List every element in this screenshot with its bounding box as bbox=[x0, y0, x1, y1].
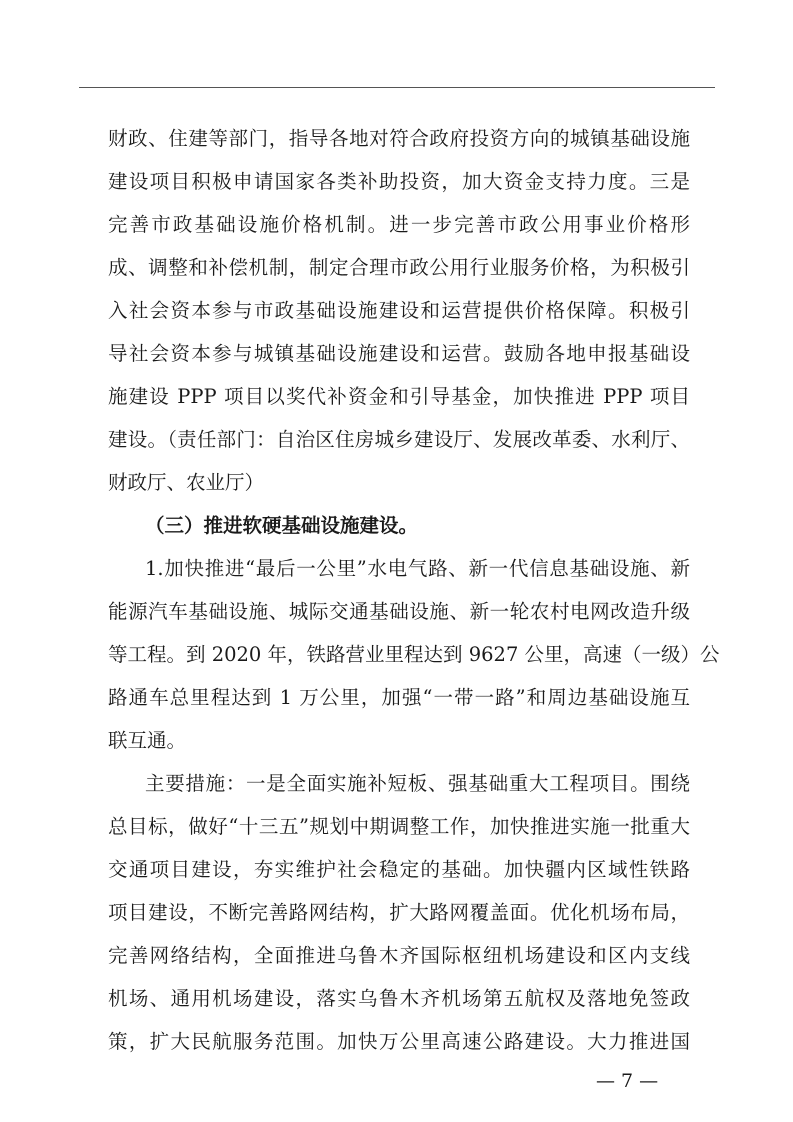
text-line: 入社会资本参与市政基础设施建设和运营提供价格保障。积极引 bbox=[108, 299, 690, 322]
text-line: 完善市政基础设施价格机制。进一步完善市政公用事业价格形 bbox=[108, 213, 690, 236]
page-number: — 7 — bbox=[596, 1070, 659, 1092]
section-heading: （三）推进软硬基础设施建设。 bbox=[145, 514, 419, 537]
text-line: 导社会资本参与城镇基础设施建设和运营。鼓励各地申报基础设 bbox=[108, 342, 690, 365]
text-line: 建设项目积极申请国家各类补助投资，加大资金支持力度。三是 bbox=[108, 170, 690, 193]
header-rule bbox=[79, 87, 715, 88]
text-line: 完善网络结构，全面推进乌鲁木齐国际枢纽机场建设和区内支线 bbox=[108, 944, 690, 967]
text-line: 能源汽车基础设施、城际交通基础设施、新一轮农村电网改造升级 bbox=[108, 600, 690, 623]
text-line: 策，扩大民航服务范围。加快万公里高速公路建设。大力推进国 bbox=[108, 1030, 690, 1053]
text-line: 总目标，做好“十三五”规划中期调整工作，加快推进实施一批重大 bbox=[108, 815, 690, 838]
text-line: 施建设 PPP 项目以奖代补资金和引导基金，加快推进 PPP 项目 bbox=[108, 385, 690, 408]
text-line: 机场、通用机场建设，落实乌鲁木齐机场第五航权及落地免签政 bbox=[108, 987, 690, 1010]
text-line: 主要措施：一是全面实施补短板、强基础重大工程项目。围绕 bbox=[145, 772, 690, 795]
text-line: 项目建设，不断完善路网结构，扩大路网覆盖面。优化机场布局， bbox=[108, 901, 690, 924]
text-line: 成、调整和补偿机制，制定合理市政公用行业服务价格，为积极引 bbox=[108, 256, 690, 279]
text-line: 联互通。 bbox=[108, 729, 187, 752]
text-line: 1.加快推进“最后一公里”水电气路、新一代信息基础设施、新 bbox=[145, 557, 690, 580]
text-line: 路通车总里程达到 1 万公里，加强“一带一路”和周边基础设施互 bbox=[108, 686, 690, 709]
text-line: 交通项目建设，夯实维护社会稳定的基础。加快疆内区域性铁路 bbox=[108, 858, 690, 881]
text-line: 等工程。到 2020 年，铁路营业里程达到 9627 公里，高速（一级）公 bbox=[108, 643, 720, 666]
text-line: 财政、住建等部门，指导各地对符合政府投资方向的城镇基础设施 bbox=[108, 127, 690, 150]
text-line: 建设。（责任部门：自治区住房城乡建设厅、发展改革委、水利厅、 bbox=[108, 428, 690, 451]
text-line: 财政厅、农业厅） bbox=[108, 471, 265, 494]
